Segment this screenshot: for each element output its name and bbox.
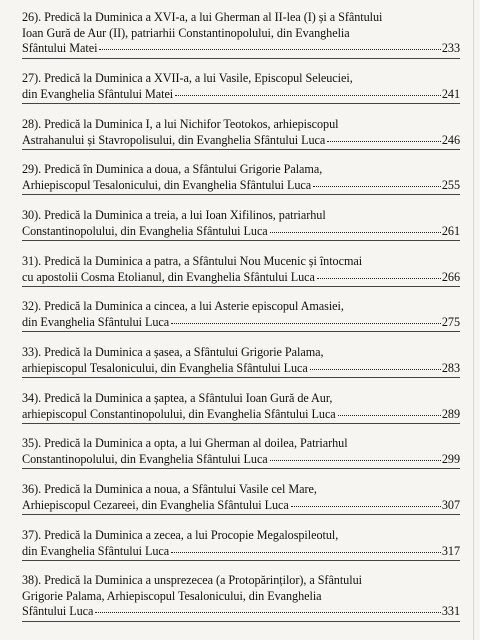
toc-entry-line: din Evanghelia Sfântului Luca (22, 314, 170, 329)
page-number: 331 (441, 604, 460, 618)
page-edge (473, 0, 474, 640)
entry-separator-rule (22, 423, 460, 424)
toc-entry-last-line (22, 224, 460, 240)
toc-entry-line: Arhiepiscopul Cezareei, din Evanghelia Sfântului Luca (22, 497, 289, 512)
page-number: 233 (441, 41, 460, 55)
toc-entry-line: arhiepiscopul Constantinopolului, din Evanghelia Sfântului Luca (22, 406, 336, 421)
dot-leader (270, 232, 441, 233)
toc-entry (22, 208, 460, 239)
toc-entry-last-line (22, 604, 460, 620)
dot-leader (313, 186, 441, 187)
page-number: 289 (441, 406, 460, 421)
toc-entry (22, 162, 460, 193)
toc-entry-line: Constantinopolului, din Evanghelia Sfântului Luca (22, 223, 268, 238)
page-number: 241 (441, 86, 460, 101)
toc-entry-line: 36). Predică la Duminica a noua, a Sfântului Vasile cel Mare, (22, 482, 317, 496)
toc-entry-line: 28). Predică la Duminica I, a lui Nichifor Teotokos, arhiepiscopul (22, 117, 339, 131)
toc-entry-last-line (22, 452, 460, 468)
toc-entry (22, 71, 460, 102)
entry-separator-rule (22, 103, 460, 104)
toc-entry-last-line (22, 361, 460, 377)
toc-entry (22, 254, 460, 285)
dot-leader (175, 95, 441, 96)
dot-leader (270, 460, 441, 461)
toc-entry-line: 33). Predică la Duminica a șasea, a Sfântului Grigorie Palama, (22, 345, 324, 359)
toc-entry-line: 27). Predică la Duminica a XVII-a, a lui Vasile, Episcopul Seleuciei, (22, 71, 353, 85)
toc-entry-line: 35). Predică la Duminica a opta, a lui Gherman al doilea, Patriarhul (22, 436, 348, 450)
toc-entry-last-line (22, 178, 460, 194)
toc-entry (22, 528, 460, 559)
toc-entry-line: 26). Predică la Duminica a XVI-a, a lui Gherman al II-lea (I) și a Sfântului (22, 10, 383, 24)
entry-separator-rule (22, 286, 460, 287)
toc-entry-line: arhiepiscopul Tesalonicului, din Evanghelia Sfântului Luca (22, 360, 308, 375)
toc-entry (22, 345, 460, 376)
toc-entry-line: 37). Predică la Duminica a zecea, a lui Procopie Megalospileotul, (22, 528, 339, 542)
toc-entry (22, 391, 460, 422)
toc-entry (22, 573, 460, 620)
toc-entry-last-line (22, 87, 460, 103)
toc-entry-last-line (22, 498, 460, 514)
toc-entry-line: 29). Predică în Duminica a doua, a Sfântului Grigorie Palama, (22, 162, 323, 176)
toc-entry-last-line (22, 315, 460, 331)
toc-entry-line: Sfântului Luca (22, 604, 94, 618)
entry-separator-rule (22, 621, 460, 622)
toc-entry-line: 31). Predică la Duminica a patra, a Sfântului Nou Mucenic și întocmai (22, 254, 363, 268)
toc-entry-last-line (22, 41, 460, 57)
page-number: 307 (441, 497, 460, 512)
toc-entry (22, 482, 460, 513)
toc-entry-last-line (22, 407, 460, 423)
entry-separator-rule (22, 468, 460, 469)
dot-leader (291, 506, 441, 507)
toc-entry-line: din Evanghelia Sfântului Matei (22, 86, 174, 101)
toc-entry-line: 38). Predică la Duminica a unsprezecea (a Protopărinților), a Sfântului (22, 573, 362, 587)
page-number: 246 (441, 132, 460, 147)
toc-entry-last-line (22, 544, 460, 560)
toc-entry-line: Arhiepiscopul Tesalonicului, din Evanghelia Sfântului Luca (22, 177, 312, 192)
toc-entry-line: Sfântului Matei (22, 41, 98, 55)
entry-separator-rule (22, 331, 460, 332)
toc-entry-line: 32). Predică la Duminica a cincea, a lui Asterie episcopul Amasiei, (22, 299, 344, 313)
dot-leader (171, 552, 441, 553)
toc-entry (22, 436, 460, 467)
entry-separator-rule (22, 58, 460, 59)
toc-entry (22, 299, 460, 330)
toc-entry (22, 10, 460, 57)
page-number: 275 (441, 314, 460, 329)
toc-entry-line: Constantinopolului, din Evanghelia Sfântului Luca (22, 451, 268, 466)
entry-separator-rule (22, 149, 460, 150)
dot-leader (310, 369, 441, 370)
entry-separator-rule (22, 240, 460, 241)
toc-entry-line: cu apostolii Cosma Etolianul, din Evanghelia Sfântului Luca (22, 269, 315, 284)
dot-leader (171, 323, 441, 324)
dot-leader (327, 141, 441, 142)
toc-entry-line: Grigorie Palama, Arhiepiscopul Tesalonicului, din Evanghelia (22, 588, 322, 603)
page-number: 255 (441, 177, 460, 192)
toc-entry-last-line (22, 133, 460, 149)
page-number: 266 (441, 269, 460, 284)
page-number: 317 (441, 543, 460, 558)
page-number: 261 (441, 223, 460, 238)
dot-leader (99, 49, 440, 50)
page-number: 299 (441, 451, 460, 466)
toc-entry-line: din Evanghelia Sfântului Luca (22, 543, 170, 558)
toc-entry-line: Astrahanului și Stavropolisului, din Evanghelia Sfântului Luca (22, 132, 326, 147)
toc-entry-line: 30). Predică la Duminica a treia, a lui Ioan Xifilinos, patriarhul (22, 208, 326, 222)
toc-entry-line: Ioan Gură de Aur (II), patriarhii Constantinopolului, din Evanghelia (22, 25, 350, 40)
entry-separator-rule (22, 377, 460, 378)
toc-entry-line: 34). Predică la Duminica a șaptea, a Sfântului Ioan Gură de Aur, (22, 391, 333, 405)
entry-separator-rule (22, 514, 460, 515)
entry-separator-rule (22, 560, 460, 561)
dot-leader (95, 612, 440, 613)
toc-entry (22, 117, 460, 148)
page-number: 283 (441, 360, 460, 375)
entry-separator-rule (22, 194, 460, 195)
toc-entry-last-line (22, 270, 460, 286)
dot-leader (317, 278, 441, 279)
dot-leader (338, 415, 441, 416)
